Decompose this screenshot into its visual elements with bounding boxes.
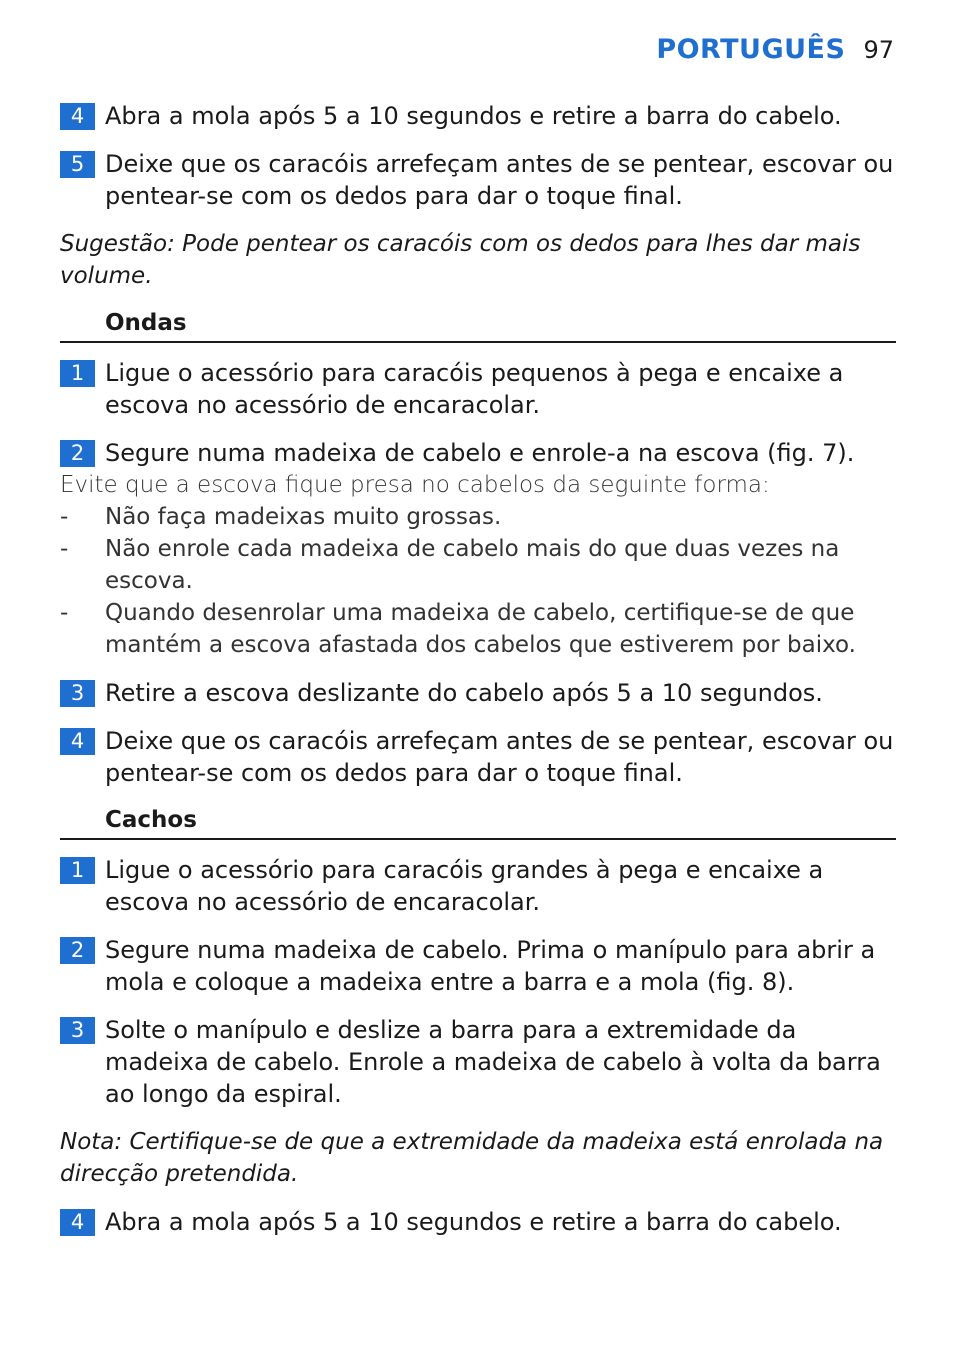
step-number-badge: 4: [60, 1209, 95, 1236]
bullet-text: Não enrole cada madeixa de cabelo mais do que duas vezes na escova.: [105, 536, 840, 594]
bullet-item: [60, 597, 896, 661]
language-label: PORTUGUÊS: [656, 34, 846, 65]
section-title-ondas: Ondas: [60, 308, 896, 343]
step-text: Segure numa madeixa de cabelo e enrole-a na escova (fig. 7).: [105, 439, 855, 467]
step-text: Ligue o acessório para caracóis pequenos à pega e encaixe a escova no acessório de encaracolar.: [105, 359, 844, 419]
page-header: [656, 34, 894, 65]
step-text: Retire a escova deslizante do cabelo após 5 a 10 segundos.: [105, 679, 823, 707]
step-number-badge: 2: [60, 937, 95, 964]
step-item: [60, 677, 896, 709]
step-text: Solte o manípulo e deslize a barra para a extremidade da madeixa de cabelo. Enrole a madeixa de cabelo à volta da barra ao longo da espiral.: [105, 1016, 881, 1108]
bullet-text: Não faça madeixas muito grossas.: [105, 504, 502, 530]
bullet-dash: -: [60, 600, 69, 626]
step-item: [60, 148, 896, 212]
tip-text: Sugestão: Pode pentear os caracóis com os dedos para lhes dar mais volume.: [60, 231, 861, 289]
bullet-item: [60, 501, 896, 533]
step-number-badge: 4: [60, 728, 95, 755]
page-content: [60, 100, 896, 1254]
section-title-cachos: Cachos: [60, 805, 896, 840]
step-number-badge: 1: [60, 360, 95, 387]
step-text: Abra a mola após 5 a 10 segundos e retire a barra do cabelo.: [105, 1208, 842, 1236]
page-number: 97: [863, 36, 894, 64]
bullet-dash: -: [60, 536, 69, 562]
bullet-dash: -: [60, 504, 69, 530]
bullet-item: [60, 533, 896, 597]
step-text: Deixe que os caracóis arrefeçam antes de se pentear, escovar ou pentear-se com os dedos para dar o toque final.: [105, 150, 894, 210]
bullet-text: Quando desenrolar uma madeixa de cabelo, certifique-se de que mantém a escova afastada dos cabelos que estiverem por baixo.: [105, 600, 856, 658]
step-item: [60, 934, 896, 998]
step-text: Segure numa madeixa de cabelo. Prima o manípulo para abrir a mola e coloque a madeixa entre a barra e a mola (fig. 8).: [105, 936, 876, 996]
step-item: [60, 357, 896, 421]
avoid-intro-text: Evite que a escova fique presa no cabelos da seguinte forma:: [60, 472, 770, 498]
step-number-badge: 4: [60, 103, 95, 130]
step-text: Deixe que os caracóis arrefeçam antes de se pentear, escovar ou pentear-se com os dedos para dar o toque final.: [105, 727, 894, 787]
step-number-badge: 1: [60, 857, 95, 884]
step-item: [60, 1014, 896, 1110]
step-item: [60, 854, 896, 918]
step-item: [60, 437, 896, 469]
step-item: [60, 100, 896, 132]
step-text: Ligue o acessório para caracóis grandes à pega e encaixe a escova no acessório de encaracolar.: [105, 856, 824, 916]
step-number-badge: 2: [60, 440, 95, 467]
step-item: [60, 1206, 896, 1238]
step-number-badge: 5: [60, 151, 95, 178]
step-number-badge: 3: [60, 1017, 95, 1044]
note-text: Nota: Certifique-se de que a extremidade da madeixa está enrolada na direcção pretendida.: [60, 1129, 884, 1187]
step-text: Abra a mola após 5 a 10 segundos e retire a barra do cabelo.: [105, 102, 842, 130]
step-number-badge: 3: [60, 680, 95, 707]
step-item: [60, 725, 896, 789]
